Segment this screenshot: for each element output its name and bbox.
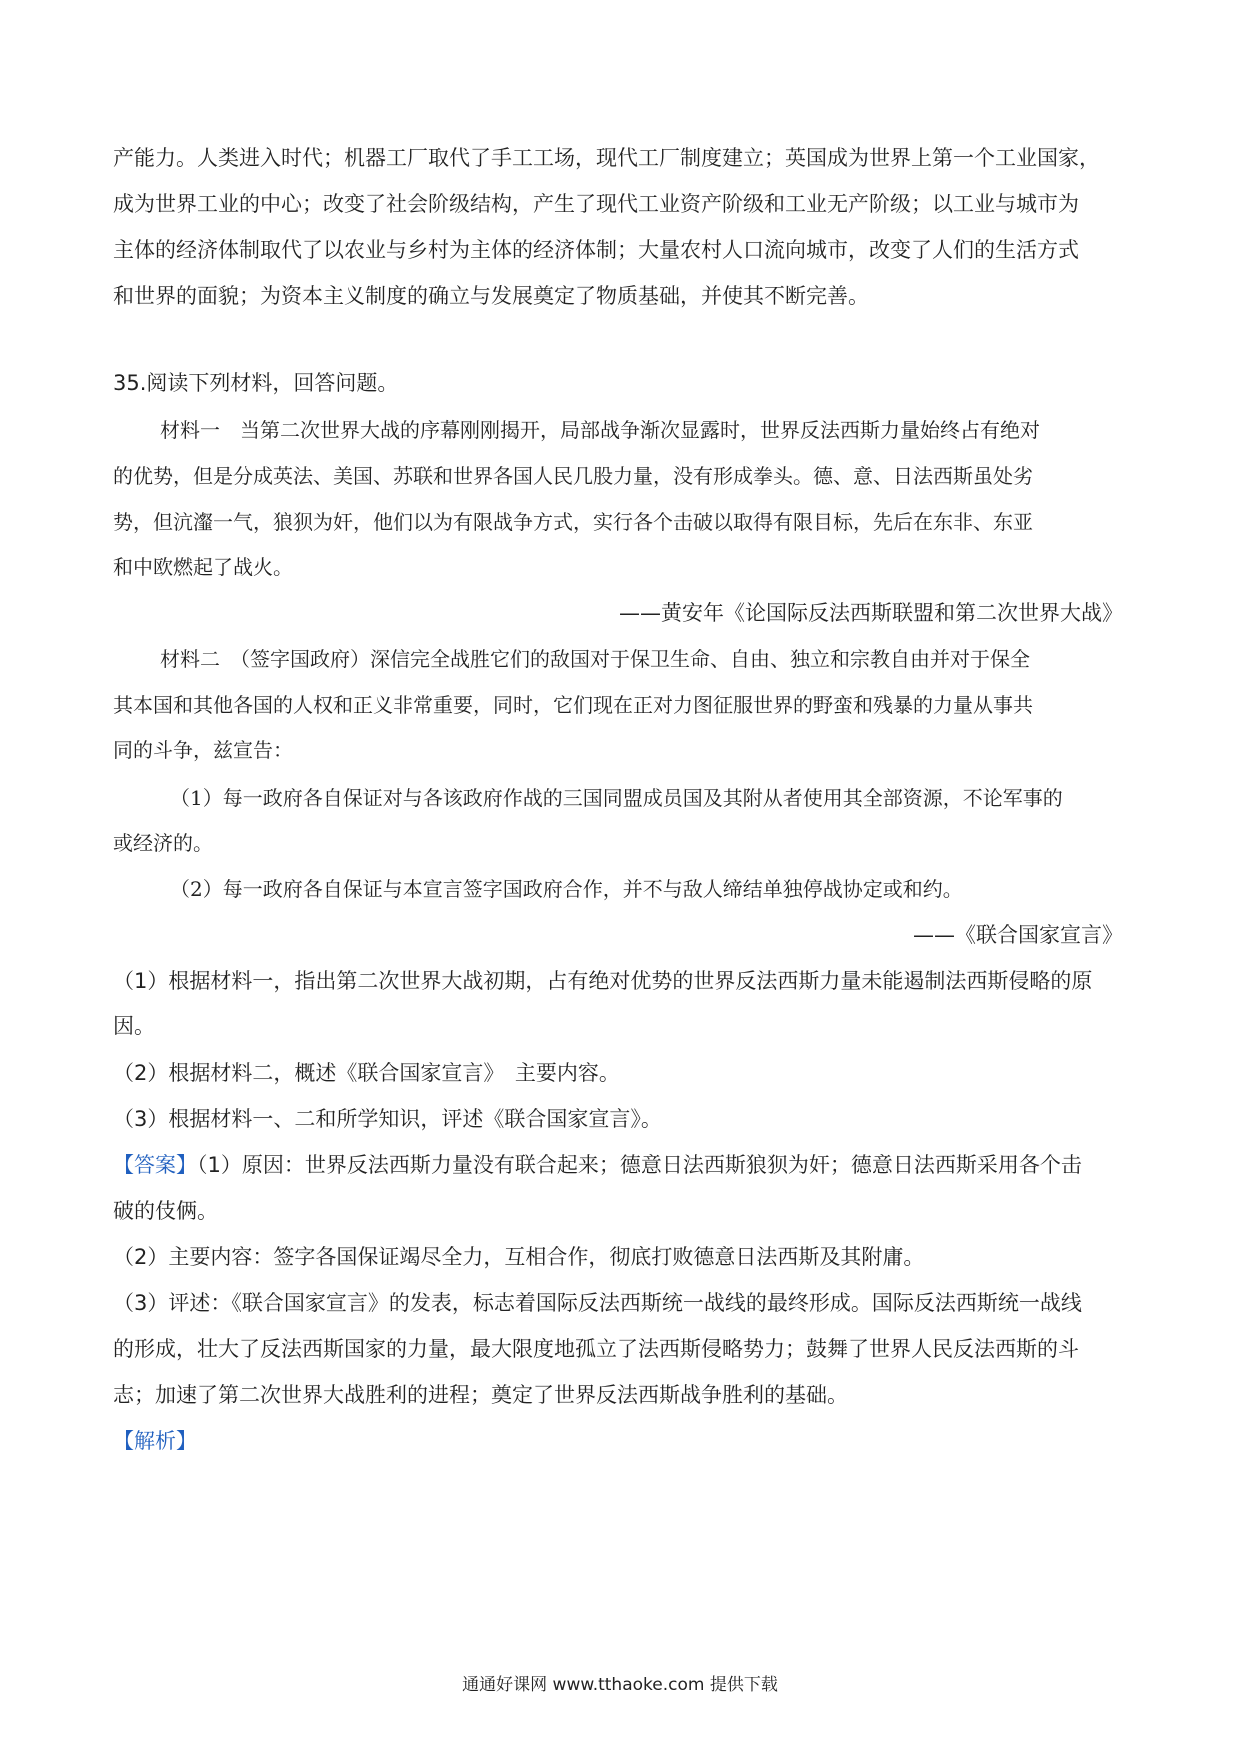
answer-line-1	[113, 1150, 1123, 1180]
intro-line: 产能力。人类进入时代；机器工厂取代了手工工场，现代工厂制度建立；英国成为世界上第一个工业国家，	[113, 146, 1100, 170]
material2-line: 其本国和其他各国的人权和正义非常重要，同时，它们现在正对力图征服世界的野蛮和残暴的力量从事共	[113, 693, 1033, 717]
page-footer: 通通好课网 www.tthaoke.com 提供下载	[462, 1675, 778, 1695]
question-1-line: 因。	[113, 1014, 155, 1038]
answer-3-line: （3）评述：《联合国家宣言》的发表，标志着国际反法西斯统一战线的最终形成。国际反法西斯统一战线	[113, 1291, 1082, 1315]
analysis-label: 【解析】	[113, 1429, 197, 1453]
material1-line: 材料一 当第二次世界大战的序幕刚刚揭开，局部战争渐次显露时，世界反法西斯力量始终占有绝对	[160, 418, 1040, 442]
intro-line: 和世界的面貌；为资本主义制度的确立与发展奠定了物质基础，并使其不断完善。	[113, 284, 869, 308]
answer-2: （2）主要内容：签字各国保证竭尽全力，互相合作，彻底打败德意日法西斯及其附庸。	[113, 1245, 925, 1269]
material2-line: 材料二 （签字国政府）深信完全战胜它们的敌国对于保卫生命、自由、独立和宗教自由并对于保全	[160, 647, 1030, 671]
material1-line: 势，但沆瀣一气，狼狈为奸，他们以为有限战争方式，实行各个击破以取得有限目标，先后在东非、东亚	[113, 510, 1033, 534]
answer-3-line: 志；加速了第二次世界大战胜利的进程；奠定了世界反法西斯战争胜利的基础。	[113, 1383, 848, 1407]
material1-line: 的优势，但是分成英法、美国、苏联和世界各国人民几股力量，没有形成拳头。德、意、日法西斯虽处劣	[113, 464, 1033, 488]
material2-line: 同的斗争，兹宣告：	[113, 738, 293, 762]
material2-item1-line: （1）每一政府各自保证对与各该政府作战的三国同盟成员国及其附从者使用其全部资源，不论军事的	[170, 786, 1063, 810]
question-3: （3）根据材料一、二和所学知识，评述《联合国家宣言》。	[113, 1107, 662, 1131]
question-title: 35.阅读下列材料，回答问题。	[113, 371, 399, 395]
intro-line: 成为世界工业的中心；改变了社会阶级结构，产生了现代工业资产阶级和工业无产阶级；以工业与城市为	[113, 192, 1079, 216]
question-1-line: （1）根据材料一，指出第二次世界大战初期，占有绝对优势的世界反法西斯力量未能遏制法西斯侵略的原	[113, 969, 1093, 993]
material1-source: ——黄安年《论国际反法西斯联盟和第二次世界大战》	[619, 601, 1123, 625]
answer-3-line: 的形成，壮大了反法西斯国家的力量，最大限度地孤立了法西斯侵略势力；鼓舞了世界人民反法西斯的斗	[113, 1337, 1079, 1361]
material2-item2: （2）每一政府各自保证与本宣言签字国政府合作，并不与敌人缔结单独停战协定或和约。	[170, 877, 963, 901]
material2-source: ——《联合国家宣言》	[913, 923, 1123, 947]
material1-line: 和中欧燃起了战火。	[113, 555, 293, 579]
question-2: （2）根据材料二，概述《联合国家宣言》 主要内容。	[113, 1061, 620, 1085]
intro-line: 主体的经济体制取代了以农业与乡村为主体的经济体制；大量农村人口流向城市，改变了人们的生活方式	[113, 238, 1079, 262]
answer-1-continued: 破的伎俩。	[113, 1199, 218, 1223]
answer-1-text: （1）原因：世界反法西斯力量没有联合起来；德意日法西斯狼狈为奸；德意日法西斯采用各个击	[197, 1153, 1082, 1177]
answer-label: 【答案】	[113, 1153, 197, 1177]
material2-item1-line: 或经济的。	[113, 831, 213, 855]
